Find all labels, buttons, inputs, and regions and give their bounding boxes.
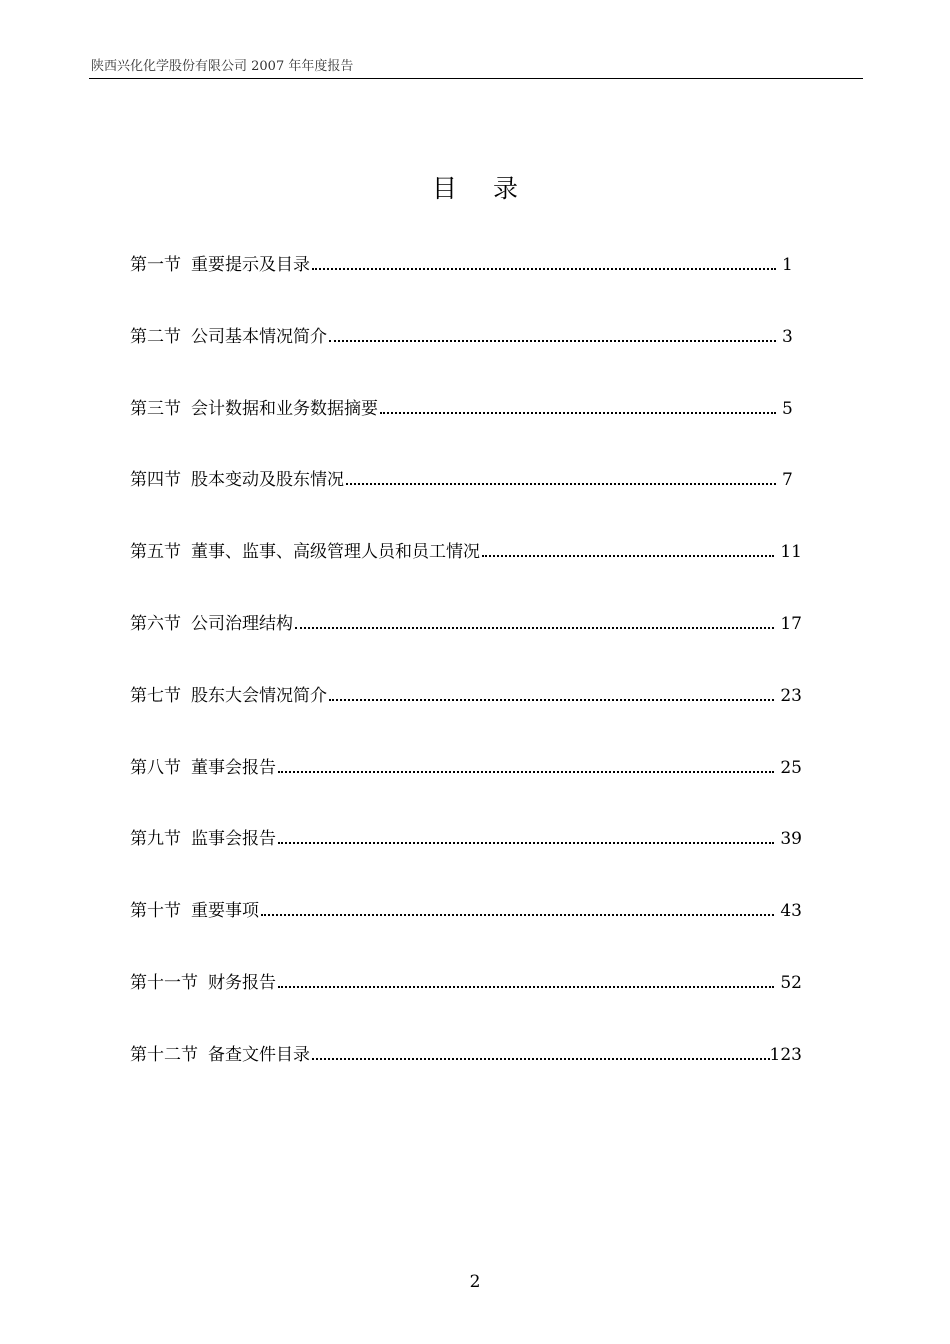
toc-entry-7[interactable]	[130, 681, 802, 753]
toc-entry-name: 股东大会情况简介	[191, 685, 327, 706]
toc-entry-12[interactable]	[130, 1040, 802, 1112]
toc-leader-dots	[278, 840, 774, 844]
toc-entry-name: 财务报告	[208, 972, 276, 993]
toc-entry-name: 董事会报告	[191, 757, 276, 778]
toc-entry-1[interactable]	[130, 250, 802, 322]
toc-page-number: 43	[780, 901, 802, 922]
table-of-contents	[130, 250, 802, 1112]
toc-entry-name: 公司治理结构	[191, 613, 293, 634]
toc-page-number: 11	[780, 542, 802, 563]
toc-entry-name: 公司基本情况简介	[191, 326, 327, 347]
toc-leader-dots	[312, 266, 776, 270]
toc-entry-name: 重要提示及目录	[191, 255, 310, 275]
header-title: 陕西兴化化学股份有限公司 2007 年年度报告	[91, 59, 354, 74]
toc-leader-dots	[261, 912, 774, 916]
toc-leader-dots	[278, 984, 774, 988]
toc-leader-dots	[346, 481, 776, 485]
toc-section-label: 第九节	[130, 829, 181, 850]
toc-page-number: 3	[782, 326, 793, 347]
toc-leader-dots	[482, 553, 774, 557]
toc-entry-name: 会计数据和业务数据摘要	[191, 398, 378, 419]
toc-entry-11[interactable]	[130, 968, 802, 1040]
toc-page-number: 123	[769, 1044, 802, 1065]
toc-page-number: 39	[780, 829, 802, 850]
toc-section-label: 第六节	[130, 613, 181, 634]
toc-section-label: 第四节	[130, 470, 181, 491]
toc-leader-dots	[329, 697, 774, 701]
toc-section-label: 第十二节	[130, 1044, 198, 1065]
toc-section-label: 第七节	[130, 685, 181, 706]
toc-entry-5[interactable]	[130, 537, 802, 609]
toc-page-number: 5	[782, 398, 793, 419]
toc-page-number: 23	[780, 685, 802, 706]
toc-entry-name: 股本变动及股东情况	[191, 470, 344, 491]
toc-leader-dots	[295, 625, 774, 629]
toc-leader-dots	[312, 1056, 770, 1060]
toc-section-label: 第八节	[130, 757, 181, 778]
toc-section-label: 第二节	[130, 326, 181, 347]
page-number: 2	[469, 1272, 481, 1292]
toc-entry-6[interactable]	[130, 609, 802, 681]
page-header	[89, 58, 863, 79]
toc-section-label: 第十节	[130, 901, 181, 922]
toc-entry-name: 监事会报告	[191, 829, 276, 850]
toc-page-number: 17	[780, 613, 802, 634]
toc-section-label: 第十一节	[130, 972, 198, 993]
toc-entry-name: 重要事项	[191, 901, 259, 922]
toc-page-number: 25	[780, 757, 802, 778]
toc-entry-3[interactable]	[130, 394, 802, 466]
toc-entry-10[interactable]	[130, 896, 802, 968]
toc-entry-4[interactable]	[130, 465, 802, 537]
toc-page-number: 52	[780, 972, 802, 993]
toc-entry-name: 董事、监事、高级管理人员和员工情况	[191, 542, 480, 563]
toc-page-number: 1	[782, 255, 793, 275]
toc-entry-name: 备查文件目录	[208, 1044, 310, 1065]
toc-entry-2[interactable]	[130, 322, 802, 394]
toc-leader-dots	[278, 769, 774, 773]
toc-entry-8[interactable]	[130, 753, 802, 825]
toc-leader-dots	[380, 410, 776, 414]
toc-section-label: 第五节	[130, 542, 181, 563]
toc-entry-9[interactable]	[130, 824, 802, 896]
toc-page-number: 7	[782, 470, 793, 491]
toc-section-label: 第一节	[130, 255, 181, 275]
toc-leader-dots	[329, 338, 776, 342]
toc-section-label: 第三节	[130, 398, 181, 419]
toc-title: 目 录	[432, 174, 532, 203]
